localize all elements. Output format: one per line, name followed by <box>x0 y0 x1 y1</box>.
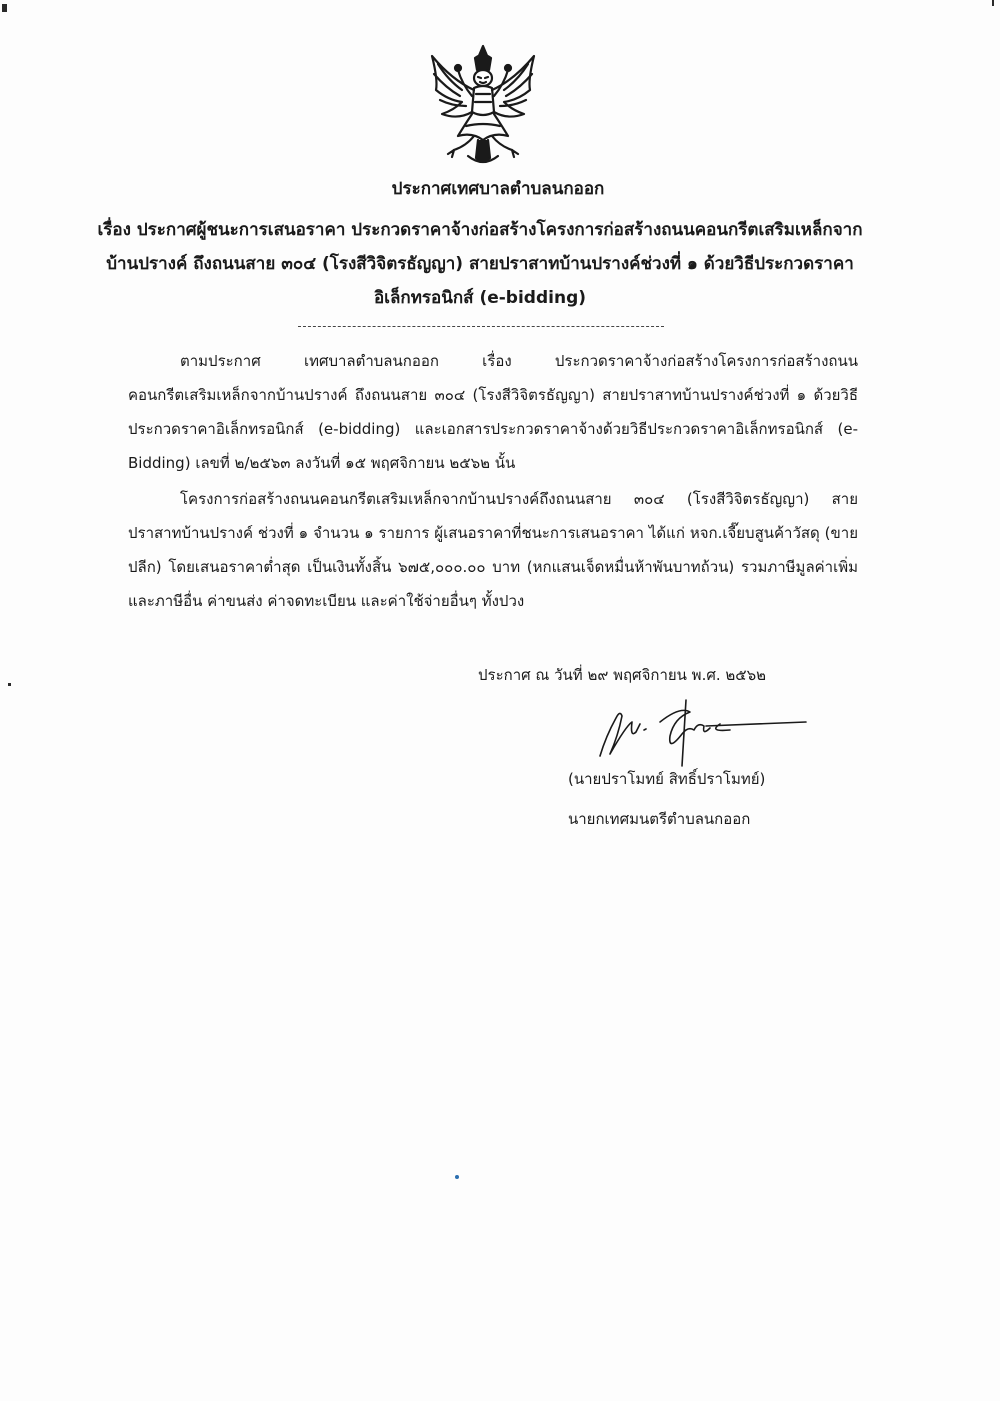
signature-image <box>590 696 810 774</box>
announcement-subject: เรื่อง ประกาศผู้ชนะการเสนอราคา ประกวดราคาจ้างก่อสร้างโครงการก่อสร้างถนนคอนกรีตเสริมเหล็กจากบ้านปรางค์ ถึงถนนสาย ๓๐๔ (โรงสีวิจิตรธัญญา) สายปราสาทบ้านปรางค์ช่วงที่ ๑ ด้วยวิธีประกวดราคาอิเล็กทรอนิกส์ (e-bidding) <box>97 220 863 308</box>
scan-speck <box>455 1175 459 1179</box>
scan-mark-top-left <box>2 4 7 12</box>
announcement-date: ประกาศ ณ วันที่ ๒๙ พฤศจิกายน พ.ศ. ๒๕๖๒ <box>478 666 767 684</box>
divider-line <box>298 326 664 327</box>
body-paragraph-1: ตามประกาศ เทศบาลตำบลนกออก เรื่อง ประกวดราคาจ้างก่อสร้างโครงการก่อสร้างถนนคอนกรีตเสริมเหล็กจากบ้านปรางค์ ถึงถนนสาย ๓๐๔ (โรงสีวิจิตรธัญญา) สายปราสาทบ้านปรางค์ช่วงที่ ๑ ด้วยวิธีประกวดราคาอิเล็กทรอนิกส์ (e-bidding) และเอกสารประกวดราคาจ้างด้วยวิธีประกวดราคาอิเล็กทรอนิกส์ (e-Bidding) เลขที่ ๒/๒๕๖๓ ลงวันที่ ๑๕ พฤศจิกายน ๒๕๖๒ นั้น <box>128 352 858 472</box>
body-paragraph-2: โครงการก่อสร้างถนนคอนกรีตเสริมเหล็กจากบ้านปรางค์ถึงถนนสาย ๓๐๔ (โรงสีวิจิตรธัญญา) สายปราสาทบ้านปรางค์ ช่วงที่ ๑ จำนวน ๑ รายการ ผู้เสนอราคาที่ชนะการเสนอราคา ได้แก่ หจก.เจี๊ยบสูนค้าวัสดุ (ขายปลีก) โดยเสนอราคาต่ำสุด เป็นเงินทั้งสิ้น ๖๗๕,๐๐๐.๐๐ บาท (หกแสนเจ็ดหมื่นห้าพันบาทถ้วน) รวมภาษีมูลค่าเพิ่มและภาษีอื่น ค่าขนส่ง ค่าจดทะเบียน และค่าใช้จ่ายอื่นๆ ทั้งปวง <box>128 490 858 610</box>
signer-name: (นายปราโมทย์ สิทธิ์ปราโมทย์) <box>568 770 766 788</box>
garuda-emblem-icon <box>418 40 548 170</box>
signer-title: นายกเทศมนตรีตำบลนกออก <box>568 810 751 828</box>
organization-title: ประกาศเทศบาลตำบลนกออก <box>391 179 605 199</box>
scan-mark-left-edge <box>8 683 11 686</box>
scan-mark-top-right <box>992 0 994 6</box>
